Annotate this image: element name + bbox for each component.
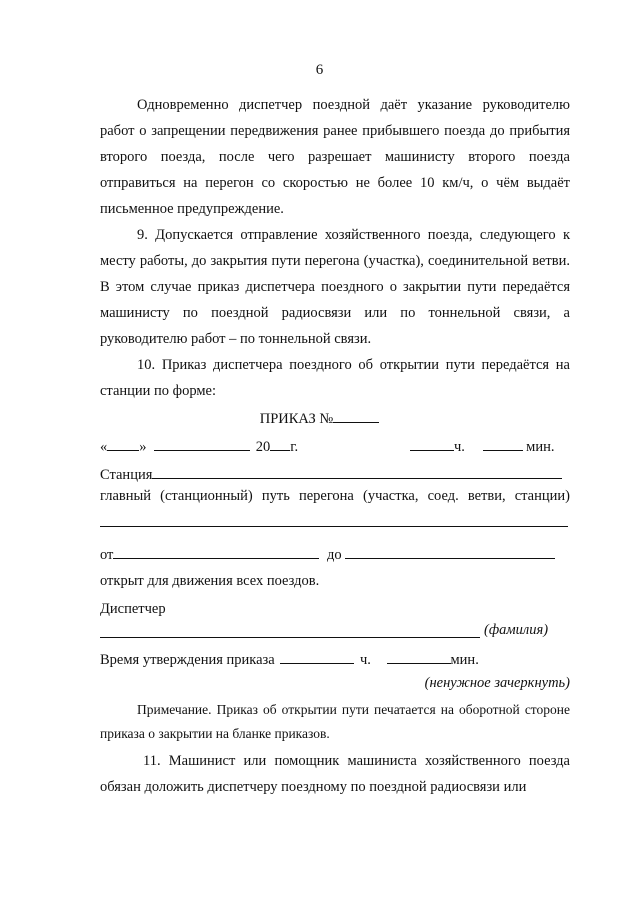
to-blank (345, 544, 555, 559)
year-prefix: 20 (255, 439, 271, 455)
station-label: Станция (100, 467, 153, 483)
order-minutes-blank (483, 436, 523, 451)
approval-time-label: Время утверждения приказа (100, 652, 275, 668)
order-hours-label: ч. (454, 439, 465, 455)
paragraph-10: 10. Приказ диспетчера поездного об открытии пути передаётся на станции по форме: (100, 357, 570, 399)
paragraph-11: 11. Машинист или помощник машиниста хозяйственного поезда обязан доложить диспетчеру поездному по поездной радиосвязи или (100, 753, 570, 795)
date-open-quote: « (100, 439, 108, 455)
paragraph-dispatcher-instructions: Одновременно диспетчер поездной даёт указание руководителю работ о запрещении передвижения ранее прибывшего поезда до прибытия второго поезда, после чего разрешает машинисту второго поезда отправиться на перегон со скоростью не более 10 км/ч, о чём выдаёт письменное предупреждение. (100, 97, 570, 217)
day-blank (107, 436, 139, 451)
from-label: от (100, 547, 114, 563)
order-number-blank (333, 408, 379, 423)
strike-hint: (ненужное зачеркнуть) (424, 675, 570, 691)
page-number: 6 (315, 62, 324, 78)
order-time-line (410, 436, 580, 457)
order-minutes-label: мин. (526, 439, 555, 455)
dispatcher-label: Диспетчер (100, 601, 166, 617)
note-paragraph: Примечание. Приказ об открытии пути печатается на оборотной стороне приказа о закрытии на бланке приказов. (100, 702, 570, 741)
date-close-quote: » (139, 439, 147, 455)
order-hours-blank (410, 436, 454, 451)
approval-hours-label: ч. (359, 652, 371, 668)
to-label: до (327, 547, 342, 563)
station-line (100, 464, 570, 485)
main-track-line: главный (станционный) путь перегона (участка, соед. ветви, станции) (100, 488, 570, 504)
approval-time-line (100, 649, 570, 670)
year-suffix: г. (290, 439, 299, 455)
order-form-title (0, 408, 639, 429)
approval-minutes-blank (387, 649, 451, 664)
paragraph-9: 9. Допускается отправление хозяйственного поезда, следующего к месту работы, до закрытия пути перегона (участка), соединительной ветви. В этом случае приказ диспетчера поездного о закрытии пути передаётся машинисту по поездной радиосвязи или по тоннельной связи, а руководителю работ – по тоннельной связи. (100, 227, 570, 347)
track-name-blank (100, 526, 568, 527)
station-blank (152, 464, 562, 479)
approval-minutes-label: мин. (450, 652, 479, 668)
dispatcher-surname-blank (100, 637, 480, 638)
approval-hours-blank (280, 649, 354, 664)
order-title-label: ПРИКАЗ № (259, 411, 334, 427)
opened-line: открыт для движения всех поездов. (100, 573, 320, 589)
from-blank (113, 544, 319, 559)
year-blank (270, 436, 290, 451)
month-blank (154, 436, 250, 451)
surname-hint: (фамилия) (484, 622, 549, 638)
from-to-line (100, 544, 570, 565)
